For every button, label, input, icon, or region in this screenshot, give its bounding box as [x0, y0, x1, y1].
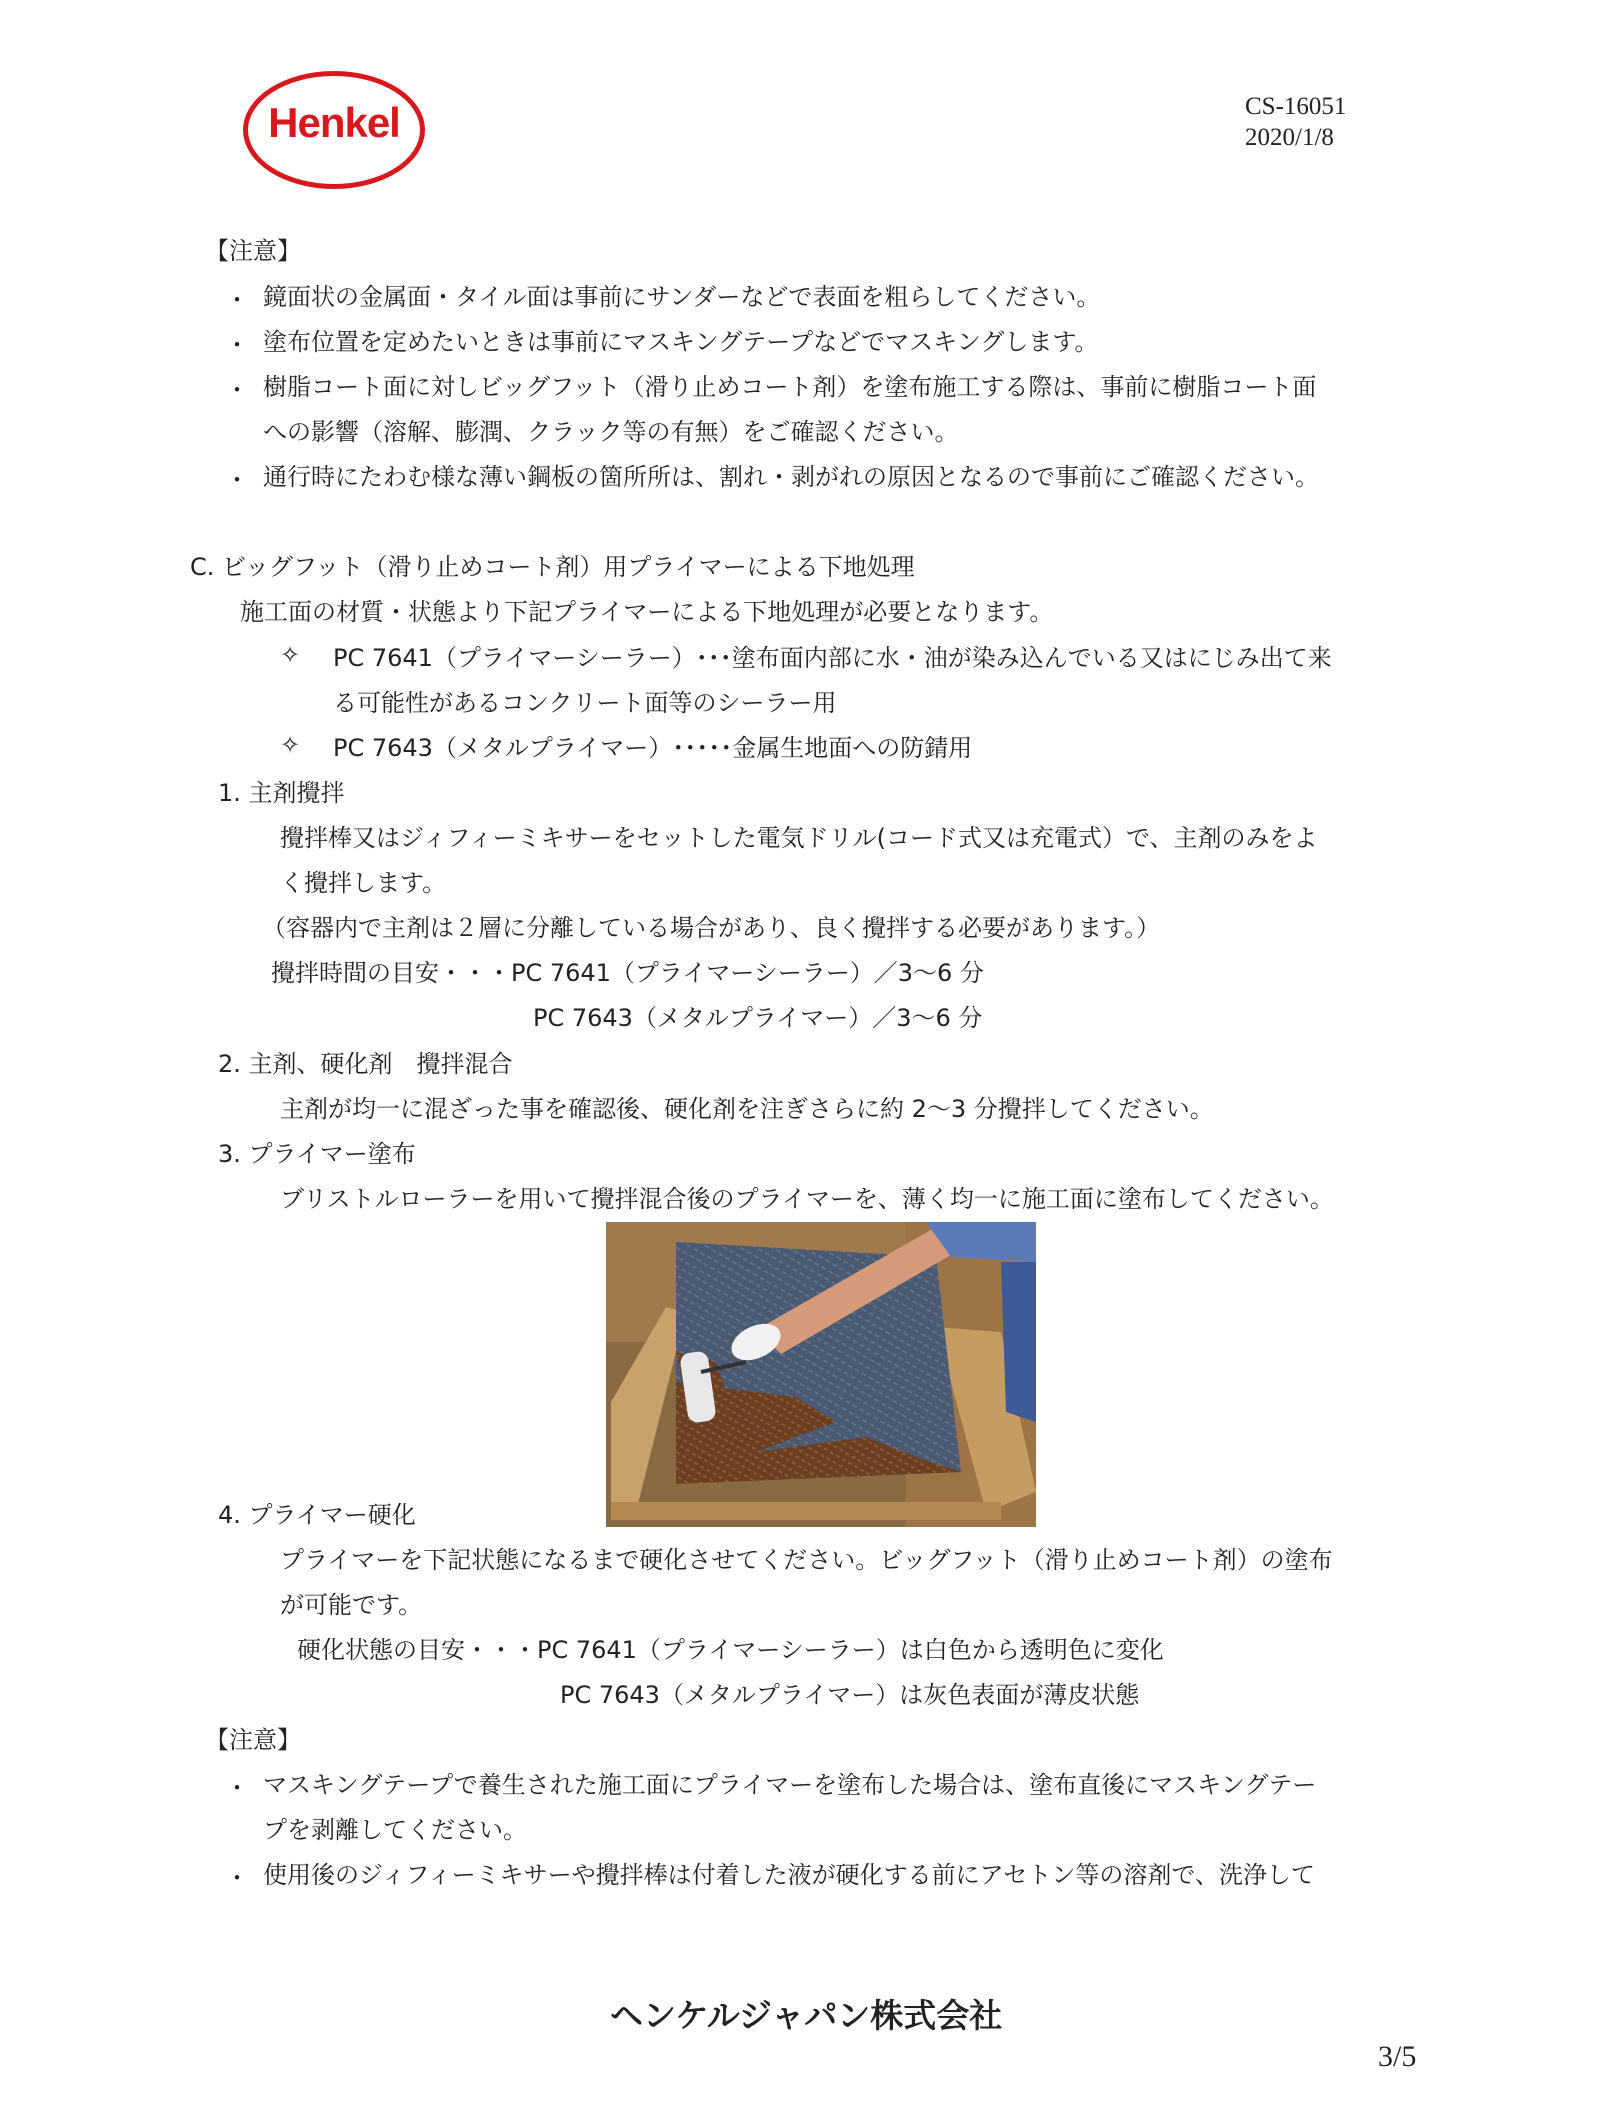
step-4-text-continued: が可能です。	[280, 1591, 423, 1619]
section-c-intro: 施工面の材質・状態より下記プライマーによる下地処理が必要となります。	[240, 598, 1054, 626]
page-number: 3/5	[1378, 2040, 1417, 2073]
step-1-title: 1. 主剤攪拌	[218, 779, 345, 807]
caution-title: 【注意】	[205, 237, 301, 265]
step-1-text-continued: く攪拌します。	[280, 869, 447, 897]
caution-title-2: 【注意】	[205, 1726, 301, 1754]
section-c-heading: C. ビッグフット（滑り止めコート剤）用プライマーによる下地処理	[190, 553, 915, 581]
document-date: 2020/1/8	[1245, 124, 1334, 151]
step-2-title: 2. 主剤、硬化剤 攪拌混合	[218, 1050, 513, 1078]
bullet-dot: ・	[225, 286, 249, 314]
step-1-text: 攪拌棒又はジィフィーミキサーをセットした電気ドリル(コード式又は充電式）で、主剤のみをよ	[280, 824, 1318, 852]
step-4-state-1: 硬化状態の目安・・・PC 7641（プライマーシーラー）は白色から透明色に変化	[297, 1636, 1164, 1664]
bullet-dot: ・	[225, 376, 249, 404]
step-4-state-2: PC 7643（メタルプライマー）は灰色表面が薄皮状態	[560, 1681, 1140, 1709]
primer-application-photo	[606, 1222, 1036, 1527]
caution-item: 塗布位置を定めたいときは事前にマスキングテープなどでマスキングします。	[263, 328, 1099, 356]
primer-item-continued: る可能性があるコンクリート面等のシーラー用	[333, 689, 837, 717]
caution-item: 使用後のジィフィーミキサーや攪拌棒は付着した液が硬化する前にアセトン等の溶剤で、洗浄して	[263, 1861, 1315, 1889]
bullet-dot: ・	[225, 331, 249, 359]
diamond-bullet-icon: ✧	[280, 641, 301, 669]
primer-item: PC 7643（メタルプライマー）･････金属生地面への防錆用	[333, 734, 973, 762]
step-4-title: 4. プライマー硬化	[218, 1501, 416, 1529]
step-1-note: （容器内で主剤は２層に分離している場合があり、良く攪拌する必要があります。）	[262, 914, 1161, 942]
bullet-dot: ・	[225, 1864, 249, 1892]
caution-item-continued: への影響（溶解、膨潤、クラック等の有無）をご確認ください。	[263, 418, 959, 446]
step-1-time-2: PC 7643（メタルプライマー）／3～6 分	[533, 1004, 983, 1032]
step-1-time-1: 攪拌時間の目安・・・PC 7641（プライマーシーラー）／3～6 分	[271, 959, 984, 987]
caution-item: マスキングテープで養生された施工面にプライマーを塗布した場合は、塗布直後にマスキングテー	[263, 1771, 1317, 1799]
bullet-dot: ・	[225, 466, 249, 494]
caution-item: 樹脂コート面に対しビッグフット（滑り止めコート剤）を塗布施工する際は、事前に樹脂コート面	[263, 373, 1317, 401]
diamond-bullet-icon: ✧	[280, 731, 301, 759]
henkel-logo	[243, 71, 425, 189]
logo-text: Henkel	[268, 99, 400, 146]
step-4-text: プライマーを下記状態になるまで硬化させてください。ビッグフット（滑り止めコート剤）の塗布	[280, 1546, 1333, 1574]
document-number: CS-16051	[1245, 93, 1347, 120]
company-name: ヘンケルジャパン株式会社	[610, 1996, 1003, 2035]
primer-item: PC 7641（プライマーシーラー）･･･塗布面内部に水・油が染み込んでいる又はにじみ出て来	[333, 644, 1332, 672]
step-2-text: 主剤が均一に混ざった事を確認後、硬化剤を注ぎさらに約 2～3 分攪拌してください。	[280, 1095, 1214, 1123]
caution-item: 鏡面状の金属面・タイル面は事前にサンダーなどで表面を粗らしてください。	[263, 283, 1101, 311]
caution-item: 通行時にたわむ様な薄い鋼板の箇所所は、割れ・剥がれの原因となるので事前にご確認ください。	[263, 463, 1319, 491]
step-3-title: 3. プライマー塗布	[218, 1140, 416, 1168]
caution-item-continued: プを剥離してください。	[263, 1816, 527, 1844]
bullet-dot: ・	[225, 1774, 249, 1802]
step-3-text: ブリストルローラーを用いて攪拌混合後のプライマーを、薄く均一に施工面に塗布してください。	[280, 1185, 1334, 1213]
